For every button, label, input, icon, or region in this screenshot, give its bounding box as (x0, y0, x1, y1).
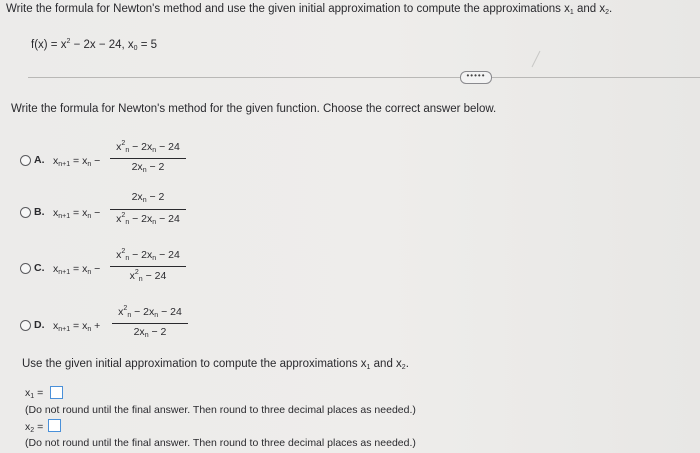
num-sub: n (125, 255, 130, 262)
part2-sub-2: 2 (401, 364, 406, 371)
part1-prompt: Write the formula for Newton's method for the given function. Choose the correct answer below. (11, 103, 497, 115)
part2-prompt (22, 358, 409, 371)
option-a-fraction-bar (110, 158, 186, 159)
num-term-c: − 24 (156, 249, 180, 261)
den-sup: 2 (134, 269, 139, 276)
option-a-denominator (110, 161, 186, 174)
den-term-b: − 2 (148, 326, 167, 338)
num-term-b: − 2 (146, 191, 165, 203)
option-c-denominator (110, 269, 186, 283)
func-sub-0: 0 (133, 45, 138, 52)
option-d-letter: D. (34, 319, 45, 331)
num-term-b: − 2x (131, 306, 155, 318)
x2-label (25, 421, 43, 434)
part2-period: . (405, 358, 409, 370)
lhs-sub-n: n (87, 161, 92, 168)
pen-mark-icon (530, 50, 542, 68)
option-b-letter: B. (34, 206, 45, 218)
func-exponent: 2 (66, 38, 71, 45)
section-divider (28, 77, 700, 78)
num-term-c: − 24 (156, 141, 180, 153)
num-sub: n (127, 312, 132, 319)
x1-rounding-note: (Do not round until the final answer. Then round to three decimal places as needed.) (25, 404, 416, 416)
num-sub-2: n (152, 147, 157, 154)
instruction-text: Write the formula for Newton's method and use the given initial approximation to compute the approximations x (6, 3, 570, 15)
lhs-operator: − (91, 155, 101, 167)
option-d-numerator (112, 305, 188, 319)
function-definition (31, 38, 157, 52)
option-c-lhs (53, 263, 100, 276)
num-term-c: − 24 (158, 306, 182, 318)
lhs-sub-n: n (87, 269, 92, 276)
den-sub: n (125, 219, 130, 226)
num-term: x (116, 249, 122, 261)
lhs-eq: = x (70, 155, 88, 167)
num-sup: 2 (121, 140, 126, 147)
lhs-sub-n: n (87, 326, 92, 333)
option-c-numerator (110, 248, 186, 262)
part2-prompt-text: Use the given initial approximation to compute the approximations x (22, 358, 367, 370)
option-b-lhs (53, 207, 100, 220)
func-part-c: = 5 (137, 39, 158, 51)
x2-eq: = (34, 421, 44, 433)
option-d-fraction-bar (112, 323, 188, 324)
den-sub-2: n (152, 219, 157, 226)
x2-var: x (25, 421, 31, 433)
expand-more-button[interactable] (460, 71, 492, 84)
option-b-denominator (110, 212, 186, 226)
option-a-numerator (110, 140, 186, 154)
den-term-b: − 2x (129, 213, 153, 225)
x1-sub: 1 (30, 393, 35, 400)
instruction-and: and x (573, 3, 606, 15)
den-term: 2x (131, 161, 143, 173)
lhs-eq: = x (70, 207, 88, 219)
option-a-lhs (53, 155, 100, 168)
func-part-b: − 2x − 24, x (70, 39, 134, 51)
option-d-radio[interactable] (20, 320, 31, 331)
den-term-b: − 2 (146, 161, 165, 173)
num-term: x (118, 306, 124, 318)
part2-sub-1: 1 (366, 364, 371, 371)
lhs-eq: = x (70, 320, 88, 332)
option-d-denominator (112, 326, 188, 339)
x2-sub: 2 (30, 427, 35, 434)
instruction-sub-2: 2 (605, 9, 609, 16)
den-sub: n (144, 332, 149, 339)
den-term-b: − 24 (142, 270, 167, 282)
instruction-period: . (609, 3, 613, 15)
x2-rounding-note: (Do not round until the final answer. Then round to three decimal places as needed.) (25, 437, 416, 449)
question-instruction (6, 3, 612, 16)
num-term: 2x (131, 191, 143, 203)
num-term-b: − 2x (129, 249, 153, 261)
option-c-letter: C. (34, 262, 45, 274)
lhs-x: x (53, 155, 59, 167)
lhs-sub-n: n (87, 213, 92, 220)
lhs-operator: + (91, 320, 101, 332)
den-term: x (129, 270, 135, 282)
den-term: 2x (133, 326, 145, 338)
option-b-radio[interactable] (20, 207, 31, 218)
den-term: x (116, 213, 122, 225)
option-d-lhs (53, 320, 100, 333)
lhs-x: x (53, 320, 59, 332)
part2-and: and x (370, 358, 402, 370)
lhs-eq: = x (70, 263, 88, 275)
option-c-radio[interactable] (20, 263, 31, 274)
option-a-letter: A. (34, 154, 45, 166)
lhs-operator: − (91, 263, 101, 275)
option-b-numerator (110, 191, 186, 204)
option-a-radio[interactable] (20, 155, 31, 166)
den-sub: n (142, 167, 147, 174)
x1-answer-input[interactable] (50, 386, 63, 399)
more-dots-icon: ••••• (466, 71, 486, 80)
option-b-fraction-bar (110, 209, 186, 210)
lhs-sub: n+1 (58, 213, 71, 220)
x1-eq: = (34, 387, 44, 399)
num-sub: n (142, 197, 147, 204)
lhs-x: x (53, 207, 59, 219)
den-term-c: − 24 (156, 213, 180, 225)
lhs-sub: n+1 (58, 269, 71, 276)
num-sup: 2 (123, 305, 128, 312)
num-sub-2: n (154, 312, 159, 319)
lhs-operator: − (91, 207, 101, 219)
den-sub: n (138, 276, 143, 283)
x2-answer-input[interactable] (48, 419, 61, 432)
num-term-b: − 2x (129, 141, 153, 153)
x1-label (25, 387, 43, 400)
x1-var: x (25, 387, 31, 399)
instruction-sub-1: 1 (569, 9, 574, 16)
option-c-fraction-bar (110, 266, 186, 267)
lhs-sub: n+1 (58, 161, 71, 168)
den-sup: 2 (121, 212, 126, 219)
num-sub: n (125, 147, 130, 154)
num-sub-2: n (152, 255, 157, 262)
lhs-x: x (53, 263, 59, 275)
num-sup: 2 (121, 248, 126, 255)
func-part-a: f(x) = x (31, 39, 67, 51)
num-term: x (116, 141, 122, 153)
lhs-sub: n+1 (58, 326, 71, 333)
